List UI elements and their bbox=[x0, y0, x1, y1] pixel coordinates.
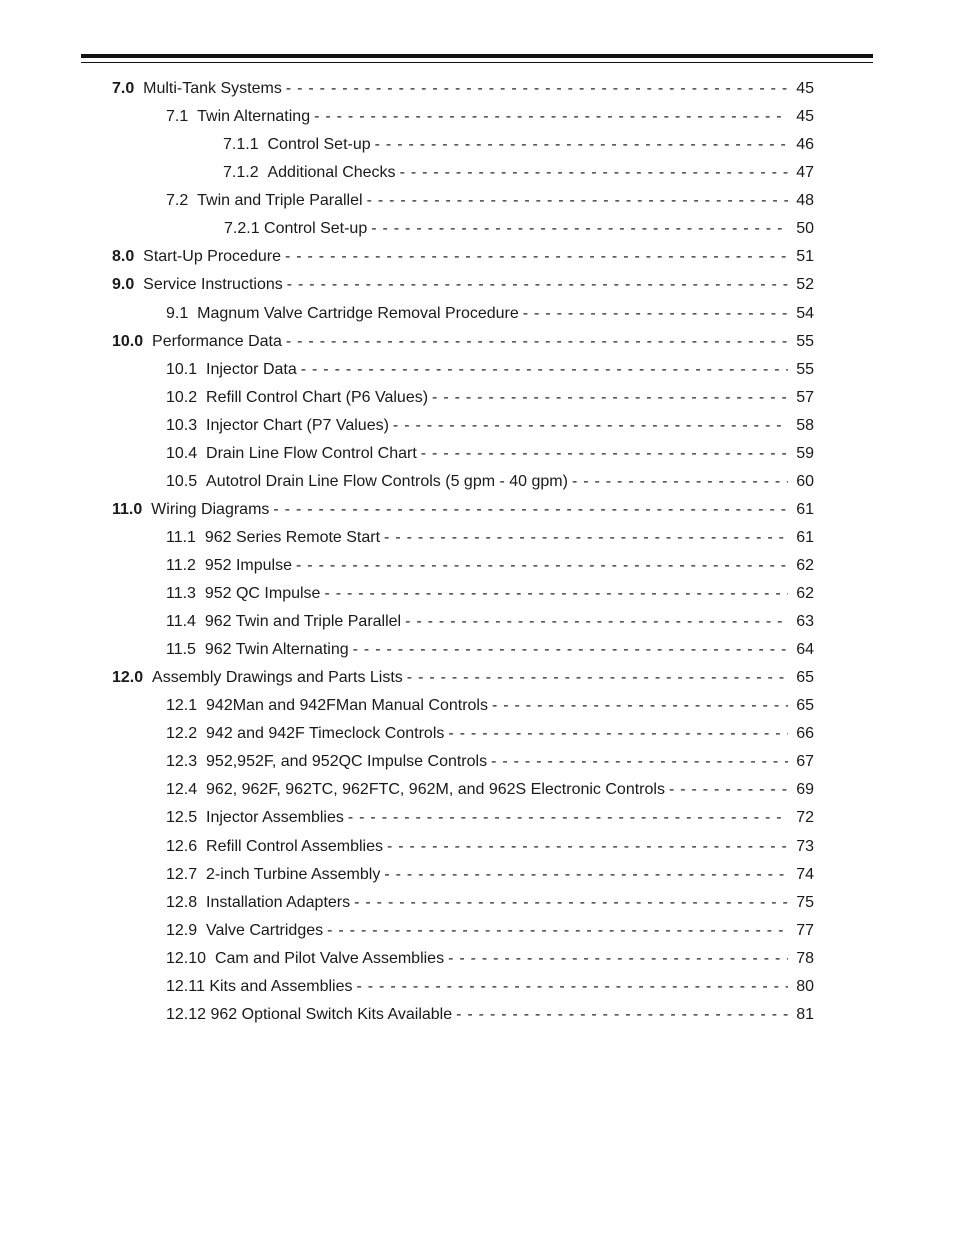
toc-entry-page: 62 bbox=[796, 557, 814, 574]
toc-entry[interactable] bbox=[224, 215, 814, 243]
toc-entry[interactable] bbox=[166, 692, 814, 720]
dot-leader bbox=[405, 608, 788, 636]
dot-leader bbox=[432, 384, 788, 412]
toc-entry-page: 74 bbox=[796, 866, 814, 883]
toc-entry-title: Autotrol Drain Line Flow Controls (5 gpm - 40 gpm) bbox=[206, 473, 568, 490]
toc-entry-page: 52 bbox=[796, 276, 814, 293]
dot-leader bbox=[491, 748, 788, 776]
toc-entry-number: 7.0 bbox=[112, 80, 135, 97]
toc-entry-number: 12.2 bbox=[166, 725, 198, 742]
toc-entry-page: 80 bbox=[796, 978, 814, 995]
dot-leader bbox=[314, 103, 788, 131]
toc-entry-number: 9.0 bbox=[112, 276, 135, 293]
dot-leader bbox=[448, 720, 788, 748]
toc-entry-number: 12.11 bbox=[166, 978, 205, 995]
toc-entry[interactable] bbox=[166, 861, 814, 889]
toc-entry-number: 12.4 bbox=[166, 781, 198, 798]
toc-entry-title: 962 Twin Alternating bbox=[204, 641, 349, 658]
toc-entry-title: Control Set-up bbox=[264, 220, 368, 237]
toc-entry-number: 11.1 bbox=[166, 529, 196, 546]
toc-entry-title: Injector Assemblies bbox=[206, 809, 344, 826]
toc-entry-title: 962 Twin and Triple Parallel bbox=[204, 613, 402, 630]
toc-entry[interactable] bbox=[166, 608, 814, 636]
toc-entry-number: 11.5 bbox=[166, 641, 196, 658]
toc-entry[interactable] bbox=[166, 356, 814, 384]
toc-entry-title: Injector Chart (P7 Values) bbox=[206, 417, 389, 434]
toc-entry-title: 952 Impulse bbox=[204, 557, 293, 574]
toc-entry-page: 73 bbox=[796, 838, 814, 855]
toc-entry-title: Twin Alternating bbox=[197, 108, 311, 125]
toc-entry-page: 69 bbox=[796, 781, 814, 798]
toc-entry-number: 10.1 bbox=[166, 361, 198, 378]
dot-leader bbox=[375, 131, 788, 159]
toc-entry-number: 12.9 bbox=[166, 922, 198, 939]
toc-entry-number: 11.3 bbox=[166, 585, 196, 602]
dot-leader bbox=[348, 804, 788, 832]
toc-entry-title: 952 QC Impulse bbox=[204, 585, 321, 602]
dot-leader bbox=[384, 861, 788, 889]
toc-entry-title: Injector Data bbox=[206, 361, 297, 378]
dot-leader bbox=[421, 440, 788, 468]
toc-entry[interactable] bbox=[166, 917, 814, 945]
toc-entry[interactable] bbox=[166, 187, 814, 215]
toc-entry-number: 12.10 bbox=[166, 950, 207, 967]
toc-entry-page: 72 bbox=[796, 809, 814, 826]
toc-entry-page: 66 bbox=[796, 725, 814, 742]
dot-leader bbox=[669, 776, 788, 804]
toc-entry-page: 65 bbox=[796, 669, 814, 686]
toc-entry-page: 67 bbox=[796, 753, 814, 770]
toc-entry-number: 10.0 bbox=[112, 333, 144, 350]
toc-entry-page: 81 bbox=[796, 1006, 814, 1023]
toc-entry-number: 10.5 bbox=[166, 473, 198, 490]
toc-entry-page: 47 bbox=[796, 164, 814, 181]
toc-entry[interactable] bbox=[166, 945, 814, 973]
header-rule bbox=[81, 54, 873, 58]
toc-entry[interactable] bbox=[166, 804, 814, 832]
toc-entry-page: 78 bbox=[796, 950, 814, 967]
toc-entry-title: Multi-Tank Systems bbox=[143, 80, 282, 97]
toc-entry-title: 962, 962F, 962TC, 962FTC, 962M, and 962S Electronic Controls bbox=[206, 781, 665, 798]
dot-leader bbox=[324, 580, 788, 608]
toc-entry-title: 2-inch Turbine Assembly bbox=[206, 866, 381, 883]
toc-entry[interactable] bbox=[166, 552, 814, 580]
toc-entry-title: Refill Control Chart (P6 Values) bbox=[206, 389, 429, 406]
toc-entry-page: 62 bbox=[796, 585, 814, 602]
toc-entry-page: 46 bbox=[796, 136, 814, 153]
toc-entry-page: 60 bbox=[796, 473, 814, 490]
toc-entry-number: 10.4 bbox=[166, 445, 198, 462]
dot-leader bbox=[327, 917, 788, 945]
toc-entry-page: 51 bbox=[796, 248, 814, 265]
toc-entry-number: 8.0 bbox=[112, 248, 135, 265]
toc-entry[interactable] bbox=[166, 300, 814, 328]
toc-entry-number: 7.2 bbox=[166, 192, 189, 209]
toc-entry-number: 12.8 bbox=[166, 894, 198, 911]
toc-entry[interactable] bbox=[112, 664, 814, 692]
toc-entry-title: Additional Checks bbox=[267, 164, 396, 181]
dot-leader bbox=[285, 243, 788, 271]
toc-entry-page: 77 bbox=[796, 922, 814, 939]
dot-leader bbox=[273, 496, 788, 524]
dot-leader bbox=[456, 1001, 788, 1029]
dot-leader bbox=[296, 552, 788, 580]
toc-entry[interactable] bbox=[166, 720, 814, 748]
toc-entry-number: 12.6 bbox=[166, 838, 198, 855]
dot-leader bbox=[407, 664, 788, 692]
toc-entry-title: Assembly Drawings and Parts Lists bbox=[152, 669, 403, 686]
toc-entry-title: Installation Adapters bbox=[206, 894, 351, 911]
toc-entry[interactable] bbox=[166, 636, 814, 664]
toc-entry-title: 942Man and 942FMan Manual Controls bbox=[206, 697, 488, 714]
dot-leader bbox=[448, 945, 788, 973]
toc-entry[interactable] bbox=[166, 412, 814, 440]
toc-entry-title: Magnum Valve Cartridge Removal Procedure bbox=[197, 305, 519, 322]
toc-entry-page: 63 bbox=[796, 613, 814, 630]
dot-leader bbox=[387, 833, 788, 861]
toc-entry-number: 11.4 bbox=[166, 613, 196, 630]
toc-entry-title: 952,952F, and 952QC Impulse Controls bbox=[206, 753, 488, 770]
toc-entry-page: 61 bbox=[796, 529, 814, 546]
dot-leader bbox=[354, 889, 788, 917]
toc-entry-number: 10.2 bbox=[166, 389, 198, 406]
toc-entry-page: 65 bbox=[796, 697, 814, 714]
toc-entry-number: 7.2.1 bbox=[224, 220, 260, 237]
toc-entry-page: 55 bbox=[796, 361, 814, 378]
toc-entry-page: 64 bbox=[796, 641, 814, 658]
dot-leader bbox=[572, 468, 788, 496]
toc-entry-page: 55 bbox=[796, 333, 814, 350]
toc-entry[interactable] bbox=[166, 889, 814, 917]
toc-entry[interactable] bbox=[112, 75, 814, 103]
toc-entry[interactable] bbox=[166, 748, 814, 776]
toc-entry-number: 9.1 bbox=[166, 305, 189, 322]
toc-entry-number: 12.5 bbox=[166, 809, 198, 826]
toc-entry-title: Valve Cartridges bbox=[206, 922, 324, 939]
toc-entry-title: Cam and Pilot Valve Assemblies bbox=[214, 950, 445, 967]
toc-entry-title: 942 and 942F Timeclock Controls bbox=[206, 725, 445, 742]
toc-entry-number: 12.1 bbox=[166, 697, 198, 714]
dot-leader bbox=[384, 524, 788, 552]
toc-entry-title: Twin and Triple Parallel bbox=[197, 192, 363, 209]
toc-entry-page: 50 bbox=[796, 220, 814, 237]
toc-entry-title: Performance Data bbox=[152, 333, 282, 350]
dot-leader bbox=[357, 973, 789, 1001]
toc-entry[interactable] bbox=[166, 833, 814, 861]
dot-leader bbox=[367, 187, 788, 215]
toc-entry-title: Control Set-up bbox=[267, 136, 371, 153]
toc-entry[interactable] bbox=[223, 131, 814, 159]
toc-entry[interactable] bbox=[166, 440, 814, 468]
toc-entry[interactable] bbox=[166, 103, 814, 131]
toc-entry[interactable] bbox=[166, 468, 814, 496]
toc-entry[interactable] bbox=[166, 1001, 814, 1029]
dot-leader bbox=[400, 159, 788, 187]
toc-entry-page: 45 bbox=[796, 80, 814, 97]
dot-leader bbox=[301, 356, 788, 384]
toc-entry-title: 962 Optional Switch Kits Available bbox=[210, 1006, 453, 1023]
toc-entry-page: 48 bbox=[796, 192, 814, 209]
dot-leader bbox=[492, 692, 788, 720]
toc-entry-page: 54 bbox=[796, 305, 814, 322]
toc-entry-title: Wiring Diagrams bbox=[151, 501, 270, 518]
dot-leader bbox=[286, 75, 788, 103]
dot-leader bbox=[371, 215, 788, 243]
toc-entry-number: 7.1 bbox=[166, 108, 189, 125]
toc-entry[interactable] bbox=[112, 328, 814, 356]
dot-leader bbox=[353, 636, 788, 664]
dot-leader bbox=[393, 412, 788, 440]
toc-entry-page: 75 bbox=[796, 894, 814, 911]
toc-entry-number: 7.1.1 bbox=[223, 136, 259, 153]
toc-entry[interactable] bbox=[223, 159, 814, 187]
toc-entry[interactable] bbox=[166, 776, 814, 804]
toc-entry[interactable] bbox=[166, 973, 814, 1001]
dot-leader bbox=[523, 300, 788, 328]
toc-entry-number: 10.3 bbox=[166, 417, 198, 434]
toc-entry[interactable] bbox=[112, 243, 814, 271]
toc-entry-title: Start-Up Procedure bbox=[143, 248, 281, 265]
toc-entry[interactable] bbox=[166, 580, 814, 608]
toc-entry[interactable] bbox=[112, 271, 814, 299]
toc-entry-page: 61 bbox=[796, 501, 814, 518]
toc-entry-number: 12.3 bbox=[166, 753, 198, 770]
toc-entry-page: 58 bbox=[796, 417, 814, 434]
toc-entry-number: 11.0 bbox=[112, 501, 143, 518]
toc-entry[interactable] bbox=[166, 524, 814, 552]
toc-entry-page: 57 bbox=[796, 389, 814, 406]
toc-entry[interactable] bbox=[112, 496, 814, 524]
toc-entry-title: Drain Line Flow Control Chart bbox=[206, 445, 417, 462]
dot-leader bbox=[287, 271, 788, 299]
toc-entry-page: 59 bbox=[796, 445, 814, 462]
toc-entry-title: 962 Series Remote Start bbox=[204, 529, 381, 546]
toc-entry-page: 45 bbox=[796, 108, 814, 125]
toc-entry-title: Kits and Assemblies bbox=[209, 978, 353, 995]
toc-entry-number: 12.7 bbox=[166, 866, 198, 883]
toc-entry-title: Refill Control Assemblies bbox=[206, 838, 383, 855]
toc-entry-number: 11.2 bbox=[166, 557, 196, 574]
toc-entry-title: Service Instructions bbox=[143, 276, 283, 293]
toc-entry-number: 12.12 bbox=[166, 1006, 207, 1023]
toc-entry-number: 7.1.2 bbox=[223, 164, 259, 181]
toc-entry-number: 12.0 bbox=[112, 669, 144, 686]
dot-leader bbox=[286, 328, 788, 356]
toc-entry[interactable] bbox=[166, 384, 814, 412]
